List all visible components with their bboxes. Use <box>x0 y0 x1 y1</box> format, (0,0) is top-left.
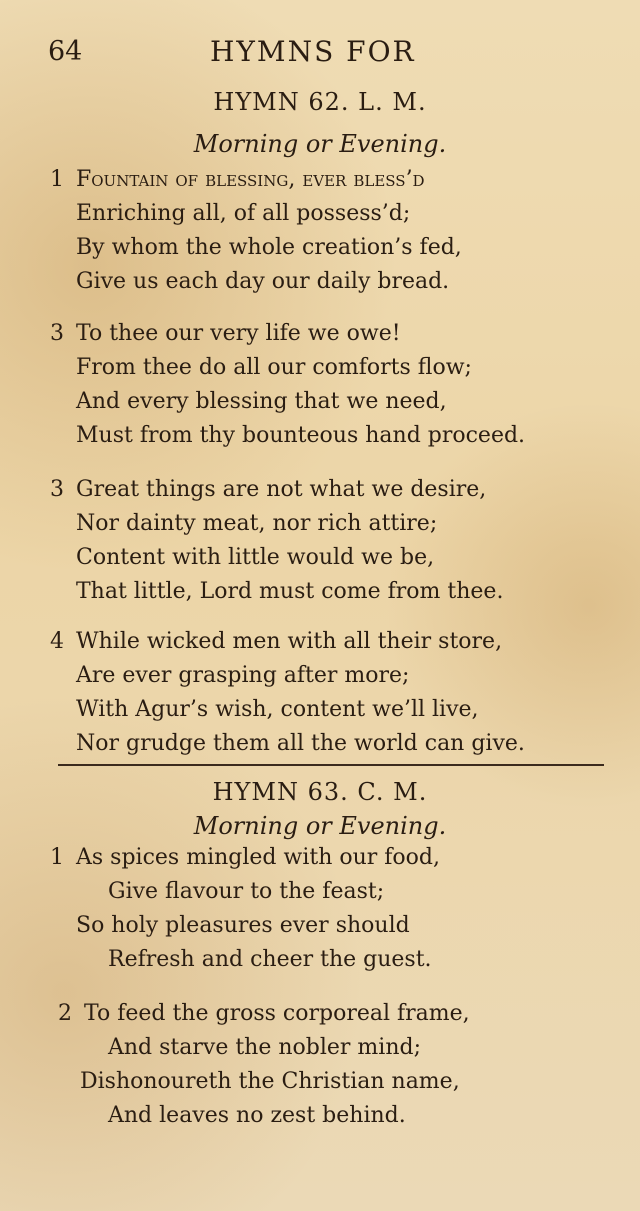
section-divider <box>58 764 604 766</box>
page-number: 64 <box>48 36 83 67</box>
verse-line: And every blessing that we need, <box>76 389 447 414</box>
running-title: HYMNS FOR <box>210 35 416 68</box>
verse-number: 2 <box>58 1001 72 1026</box>
verse-line: Give us each day our daily bread. <box>76 269 450 294</box>
verse-number: 3 <box>50 477 64 502</box>
verse-line: Fountain of blessing, ever bless’d <box>76 167 425 192</box>
hymn-62-subtitle: Morning or Evening. <box>193 130 447 158</box>
verse-line: And leaves no zest behind. <box>108 1103 406 1128</box>
verse-number: 3 <box>50 321 64 346</box>
verse-line: Enriching all, of all possess’d; <box>76 201 411 226</box>
verse-line: Content with little would we be, <box>76 545 435 570</box>
verse-line: Nor dainty meat, nor rich attire; <box>76 511 438 536</box>
hymn-62-heading: HYMN 62. L. M. <box>213 88 427 116</box>
verse-number: 1 <box>50 167 64 192</box>
verse-line: Nor grudge them all the world can give. <box>76 731 525 756</box>
hymn-63-heading: HYMN 63. C. M. <box>212 778 428 806</box>
running-header <box>48 34 588 70</box>
verse-line: Must from thy bounteous hand proceed. <box>76 423 526 448</box>
verse-line: Great things are not what we desire, <box>76 477 487 502</box>
verse-line: So holy pleasures ever should <box>76 913 410 938</box>
hymn-63-subtitle: Morning or Evening. <box>193 812 447 840</box>
verse-number: 1 <box>50 845 64 870</box>
verse-line: As spices mingled with our food, <box>76 845 440 870</box>
verse-line: While wicked men with all their store, <box>76 629 503 654</box>
verse-line: With Agur’s wish, content we’ll live, <box>76 697 479 722</box>
verse-line: From thee do all our comforts flow; <box>76 355 472 380</box>
verse-line: By whom the whole creation’s fed, <box>76 235 462 260</box>
verse-line: To thee our very life we owe! <box>76 321 401 346</box>
verse-line: Dishonoureth the Christian name, <box>80 1069 460 1094</box>
verse-line: And starve the nobler mind; <box>108 1035 421 1060</box>
verse-line: Give flavour to the feast; <box>108 879 385 904</box>
verse-line: Refresh and cheer the guest. <box>108 947 432 972</box>
verse-number: 4 <box>50 629 64 654</box>
verse-line: That little, Lord must come from thee. <box>76 579 504 604</box>
verse-line: To feed the gross corporeal frame, <box>84 1001 470 1026</box>
verse-line: Are ever grasping after more; <box>76 663 410 688</box>
